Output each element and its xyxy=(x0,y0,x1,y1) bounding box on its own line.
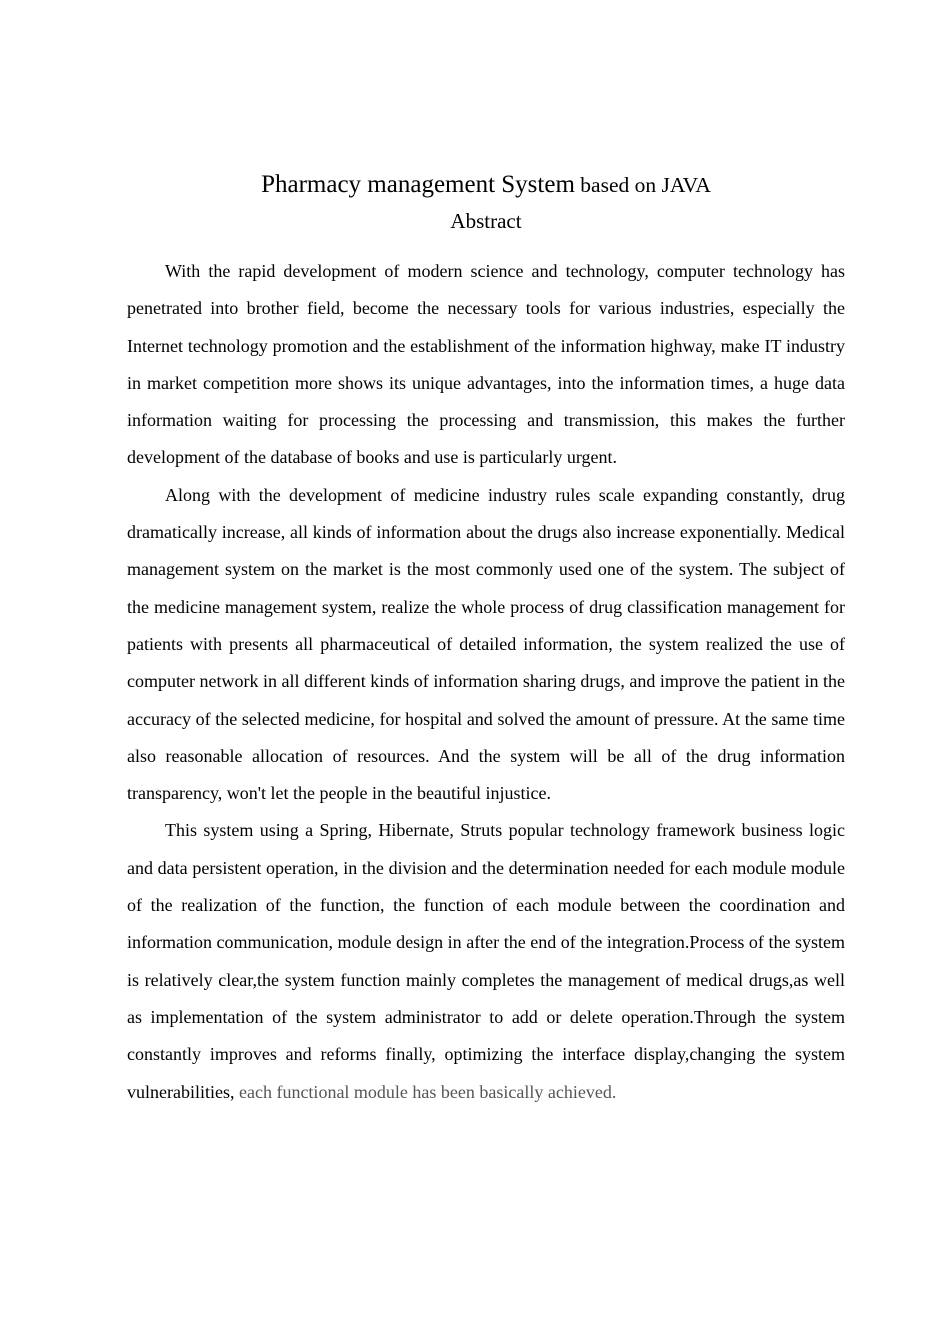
abstract-heading: Abstract xyxy=(450,209,522,233)
paragraph-3-main: This system using a Spring, Hibernate, Struts popular technology framework business logic and data persistent operation, in the division and the determination needed for each module module of the realization of the function, the function of each module between the coordination and information communication, module design in after the end of the integration.Process of the system is relatively clear,the system function mainly completes the management of medical drugs,as well as implementation of the system administrator to add or delete operation.Through the system constantly improves and reforms finally, optimizing the interface display,changing the system vulnerabilities, xyxy=(127,820,845,1102)
title-sub: based on JAVA xyxy=(574,173,711,197)
title-main: Pharmacy management System xyxy=(261,171,575,198)
document-title xyxy=(127,168,845,202)
paragraph-2: Along with the development of medicine industry rules scale expanding constantly, drug dramatically increase, all kinds of information about the drugs also increase exponentially. Medical management system on the market is the most commonly used one of the system. The subject of the medicine management system, realize the whole process of drug classification management for patients with presents all pharmaceutical of detailed information, the system realized the use of computer network in all different kinds of information sharing drugs, and improve the patient in the accuracy of the selected medicine, for hospital and solved the amount of pressure. At the same time also reasonable allocation of resources. And the system will be all of the drug information transparency, won't let the people in the beautiful injustice. xyxy=(127,484,845,804)
paragraph-1: With the rapid development of modern science and technology, computer technology has penetrated into brother field, become the necessary tools for various industries, especially the Internet technology promotion and the establishment of the information highway, make IT industry in market competition more shows its unique advantages, into the information times, a huge data information waiting for processing the processing and transmission, this makes the further development of the database of books and use is particularly urgent. xyxy=(127,261,845,468)
paragraph-3-muted-tail: each functional module has been basically achieved. xyxy=(238,1081,617,1102)
paragraph-3 xyxy=(127,812,845,1110)
abstract-body xyxy=(127,253,845,1111)
